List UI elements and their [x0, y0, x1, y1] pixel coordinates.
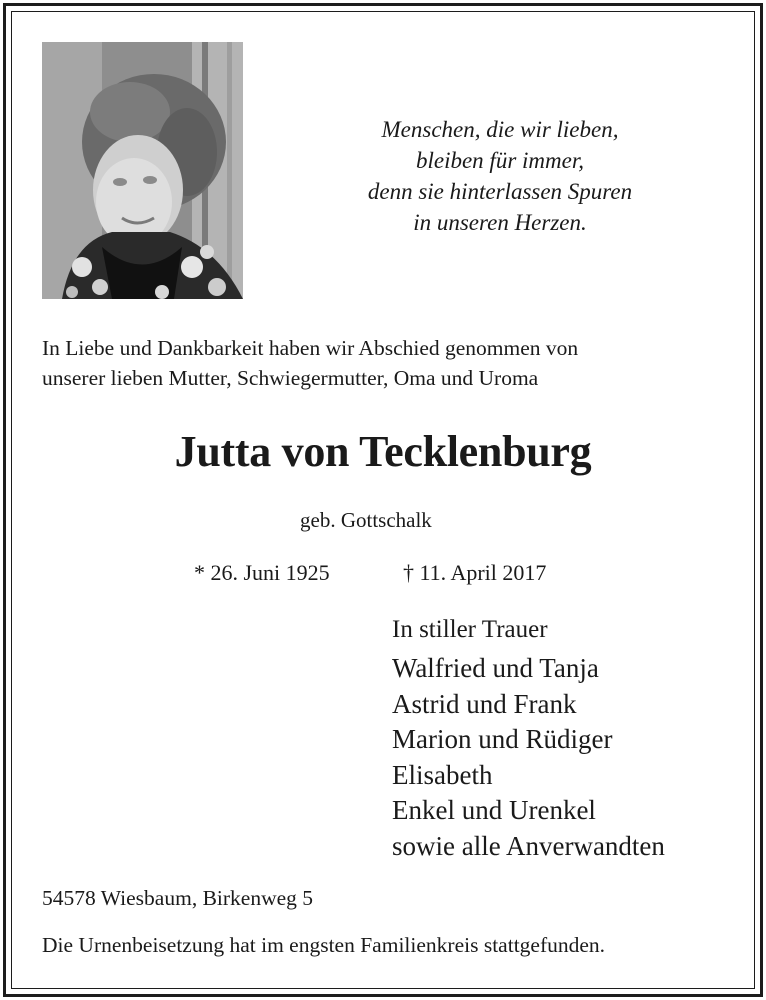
family-address: 54578 Wiesbaum, Birkenweg 5	[42, 886, 314, 910]
mourner-entry: sowie alle Anverwandten	[392, 830, 665, 861]
intro-text	[42, 333, 742, 393]
portrait-illustration	[42, 42, 243, 299]
mourner-entry: Astrid und Frank	[392, 688, 577, 719]
memorial-poem	[290, 114, 710, 238]
deceased-name: Jutta von Tecklenburg	[174, 427, 592, 476]
mourner-entry: Marion und Rüdiger	[392, 724, 613, 754]
poem-line: in unseren Herzen.	[413, 210, 587, 235]
birth-date: * 26. Juni 1925	[194, 560, 330, 585]
burial-notice: Die Urnenbeisetzung hat im engsten Familienkreis stattgefunden.	[42, 933, 606, 957]
mourner-entry: Walfried und Tanja	[392, 653, 599, 683]
mourning-label: In stiller Trauer	[392, 616, 548, 643]
mourner-entry: Elisabeth	[392, 759, 493, 790]
poem-line: Menschen, die wir lieben,	[381, 117, 619, 142]
intro-line: unserer lieben Mutter, Schwiegermutter, Oma und Uroma	[42, 366, 539, 390]
poem-line: bleiben für immer,	[415, 148, 584, 173]
intro-line: In Liebe und Dankbarkeit haben wir Abschied genommen von	[42, 336, 579, 360]
poem-line: denn sie hinterlassen Spuren	[367, 179, 633, 204]
mourners-list	[392, 651, 665, 864]
maiden-name: geb. Gottschalk	[300, 508, 432, 532]
portrait-photo	[42, 42, 243, 299]
death-date: † 11. April 2017	[403, 560, 547, 585]
mourner-entry: Enkel und Urenkel	[392, 795, 596, 825]
